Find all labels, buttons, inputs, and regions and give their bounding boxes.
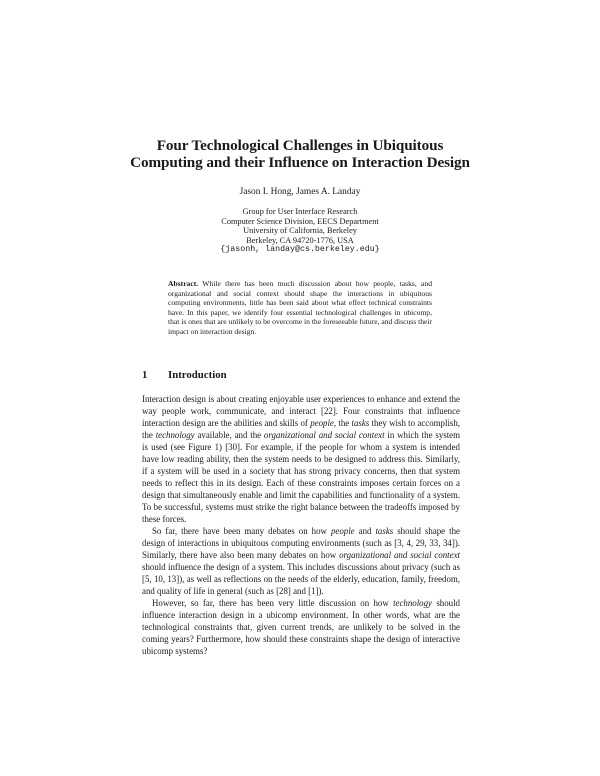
text-run: So far, there have been many debates on how [152, 526, 331, 536]
text-run: Interaction design is about creating enjoyable user experiences to enhance and extend the way people work, communicate, and interact [22]. Four constraints that influence interaction design are the abilities and skills of [142, 394, 460, 428]
affiliation-block [100, 207, 500, 255]
text-run: available, and the [194, 430, 264, 440]
section-number: 1 [142, 369, 148, 381]
author-emails: {jasonh, landay@cs.berkeley.edu} [220, 245, 380, 255]
paragraph-3 [142, 597, 460, 657]
affiliation-division: Computer Science Division, EECS Department [221, 216, 379, 226]
section-body [142, 393, 460, 657]
emphasis-context: organizational and social context [263, 430, 385, 440]
text-run: However, so far, there has been very little discussion on how [152, 598, 394, 608]
emphasis-technology: technology [155, 430, 195, 440]
affiliation-group: Group for User Interface Research [242, 207, 358, 216]
paragraph-1 [142, 393, 460, 525]
emphasis-people: people [310, 418, 334, 428]
section-title: Introduction [168, 369, 227, 381]
title-line-2: Computing and their Influence on Interaction Design [130, 154, 470, 171]
emphasis-tasks: tasks [351, 418, 370, 428]
affiliation-university: University of California, Berkeley [243, 226, 357, 236]
section-heading [142, 369, 227, 381]
emphasis-people: people [330, 526, 355, 536]
abstract-label: Abstract. [168, 279, 199, 288]
text-run: , the [333, 418, 352, 428]
emphasis-tasks: tasks [375, 526, 394, 536]
text-run: they wish to accomplish, the [142, 418, 461, 440]
paper-title [100, 137, 500, 171]
title-line-1: Four Technological Challenges in Ubiquitous [156, 137, 444, 154]
text-run: should influence the design of a system. This includes discussions about privacy (such as [5, 10, 13]), as well as reflections on the needs of the elderly, education, family, freedom, and quality of life in general (such as [28] and [1]). [142, 562, 460, 596]
text-run: should influence interaction design in a ubicomp environment. In other words, what are the technological constraints that, given current trends, are unlikely to be solved in the coming years? Furthermore, how should these constraints shape the design of interactive ubicomp systems? [142, 598, 460, 656]
abstract [168, 279, 432, 337]
text-run: in which the system is used (see Figure 1) [30]. For example, if the people for whom a system is intended have low reading ability, then the system needs to be designed to address this. Similarly, if a system will be used in a society that has strong privacy concerns, then that system needs to reflect this in its design. Each of these constraints imposes certain forces on a design that simultaneously enable and limit the capabilities and functionality of a system. To be successful, systems must strike the right balance between the tradeoffs imposed by these forces. [142, 430, 461, 524]
paragraph-2 [142, 525, 460, 597]
affiliation-address: Berkeley, CA 94720-1776, USA [246, 235, 354, 245]
abstract-text: While there has been much discussion about how people, tasks, and organizational and social context should shape the interactions in ubiquitous computing environments, little has been said about what effect technical constraints have. In this paper, we identify four essential technological challenges in ubicomp, that is ones that are unlikely to be overcome in the foreseeable future, and discuss their impact on interaction design. [168, 279, 433, 336]
text-run: and [354, 526, 376, 536]
author-list: Jason I. Hong, James A. Landay [239, 187, 361, 197]
text-run: should shape the design of interactions in ubiquitous computing environments (such as [3, 4, 29, 33, 34]). Similarly, there have also been many debates on how [142, 526, 460, 560]
emphasis-technology: technology [393, 598, 432, 608]
emphasis-context: organizational and social context [339, 550, 460, 560]
